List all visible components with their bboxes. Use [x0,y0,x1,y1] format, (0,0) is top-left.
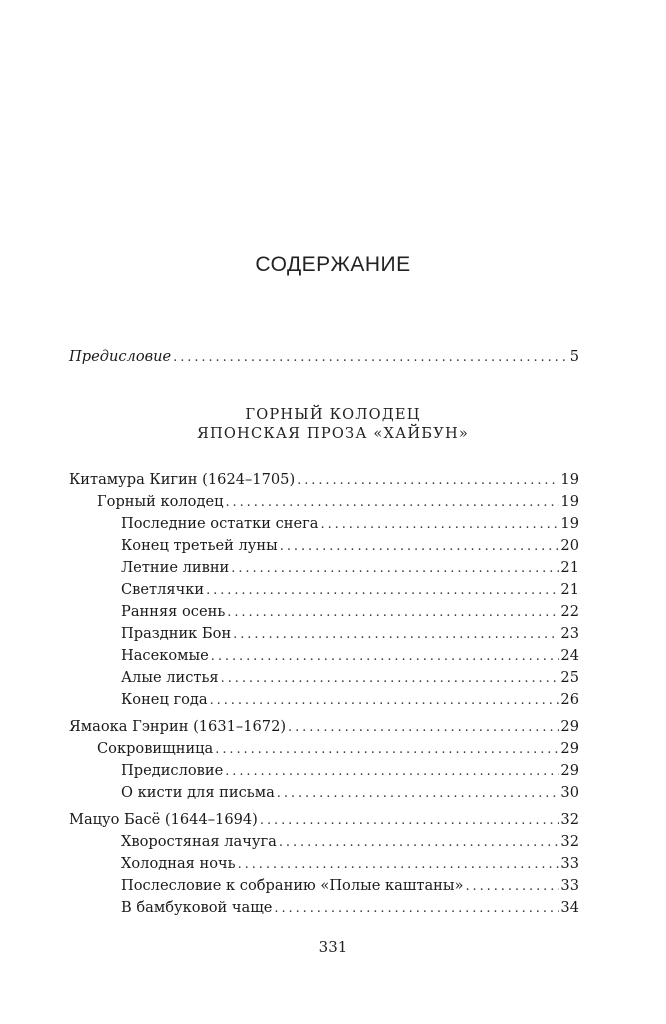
toc-entry-page: 23 [560,625,579,642]
dot-leader [321,514,560,536]
toc-entry[interactable] [121,601,579,623]
toc-entry[interactable] [69,469,579,491]
toc-entry-page: 32 [560,811,579,828]
toc-entry-page: 22 [560,603,579,620]
toc-entry-page: 21 [560,581,579,598]
toc-entry-label: Насекомые [121,645,211,667]
toc-entry[interactable] [121,623,579,645]
dot-leader [260,810,560,832]
toc-entry-label: О кисти для письма [121,782,277,804]
dot-leader [238,854,560,876]
toc-entry[interactable] [121,875,579,897]
dot-leader [221,668,560,690]
toc-entry-label: Холодная ночь [121,853,238,875]
toc-entry[interactable] [121,579,579,601]
toc-entry[interactable] [121,645,579,667]
toc-entry-page: 29 [560,718,579,735]
toc-entry-label: Алые листья [121,667,221,689]
toc-entry-page: 30 [560,784,579,801]
toc-entry[interactable] [121,689,579,711]
toc-entry-page: 33 [560,855,579,872]
dot-leader [225,761,559,783]
toc-entry-label: Летние ливни [121,557,231,579]
toc-entry[interactable] [121,782,579,804]
toc-entry[interactable] [69,809,579,831]
toc-entry-page: 25 [560,669,579,686]
toc-entry-label: В бамбуковой чаще [121,897,274,919]
dot-leader [211,646,560,668]
toc-entry-page: 5 [569,348,579,365]
toc-entry-page: 24 [560,647,579,664]
toc-entry[interactable] [121,831,579,853]
toc-entry[interactable] [69,716,579,738]
toc-entry-page: 19 [560,471,579,488]
dot-leader [465,876,559,898]
toc-entry-page: 20 [560,537,579,554]
toc-entry[interactable] [121,760,579,782]
dot-leader [227,602,559,624]
toc-entry-label: Хворостяная лачуга [121,831,279,853]
page-number: 331 [318,938,348,956]
toc-entry-page: 34 [560,899,579,916]
toc-entry[interactable] [121,897,579,919]
toc-entry-page: 29 [560,762,579,779]
section-heading-line1: ГОРНЫЙ КОЛОДЕЦ [245,406,421,423]
toc-entry-label: Светлячки [121,579,206,601]
toc-entry-preface[interactable] [69,346,579,368]
dot-leader [280,536,560,558]
toc-entry[interactable] [121,667,579,689]
page-title: СОДЕРЖАНИЕ [255,253,411,276]
toc-entry-label: Сокровищница [97,738,215,760]
dot-leader [233,624,559,646]
toc-entry-label: Праздник Бон [121,623,233,645]
toc-entry-page: 19 [560,493,579,510]
toc-entry-label: Горный колодец [97,491,225,513]
toc-entry-label: Последние остатки снега [121,513,321,535]
toc-entry[interactable] [121,535,579,557]
dot-leader [206,580,559,602]
toc-entry[interactable] [97,491,579,513]
toc-entry-page: 26 [560,691,579,708]
toc-entry-label: Конец года [121,689,210,711]
toc-entry[interactable] [97,738,579,760]
toc-entry[interactable] [121,557,579,579]
toc-entry-label: Предисловие [69,346,173,368]
toc-entry-page: 32 [560,833,579,850]
toc-entry-page: 33 [560,877,579,894]
toc-entry-label: Конец третьей луны [121,535,280,557]
dot-leader [277,783,560,805]
toc-entry[interactable] [121,513,579,535]
dot-leader [210,690,560,712]
toc-entry-label: Ямаока Гэнрин (1631–1672) [69,716,288,738]
toc-entry-label: Предисловие [121,760,225,782]
dot-leader [288,717,559,739]
dot-leader [279,832,560,854]
dot-leader [173,347,569,369]
toc-entry-page: 29 [560,740,579,757]
dot-leader [231,558,559,580]
dot-leader [215,739,559,761]
toc-entry-label: Ранняя осень [121,601,227,623]
toc-entry-label: Китамура Кигин (1624–1705) [69,469,297,491]
toc-entry[interactable] [121,853,579,875]
toc-entry-label: Мацуо Басё (1644–1694) [69,809,260,831]
toc-entry-page: 21 [560,559,579,576]
dot-leader [225,492,559,514]
dot-leader [274,898,559,920]
toc-entry-label: Послесловие к собранию «Полые каштаны» [121,875,465,897]
toc-entry-page: 19 [560,515,579,532]
dot-leader [297,470,559,492]
section-heading-line2: ЯПОНСКАЯ ПРОЗА «ХАЙБУН» [196,425,470,442]
